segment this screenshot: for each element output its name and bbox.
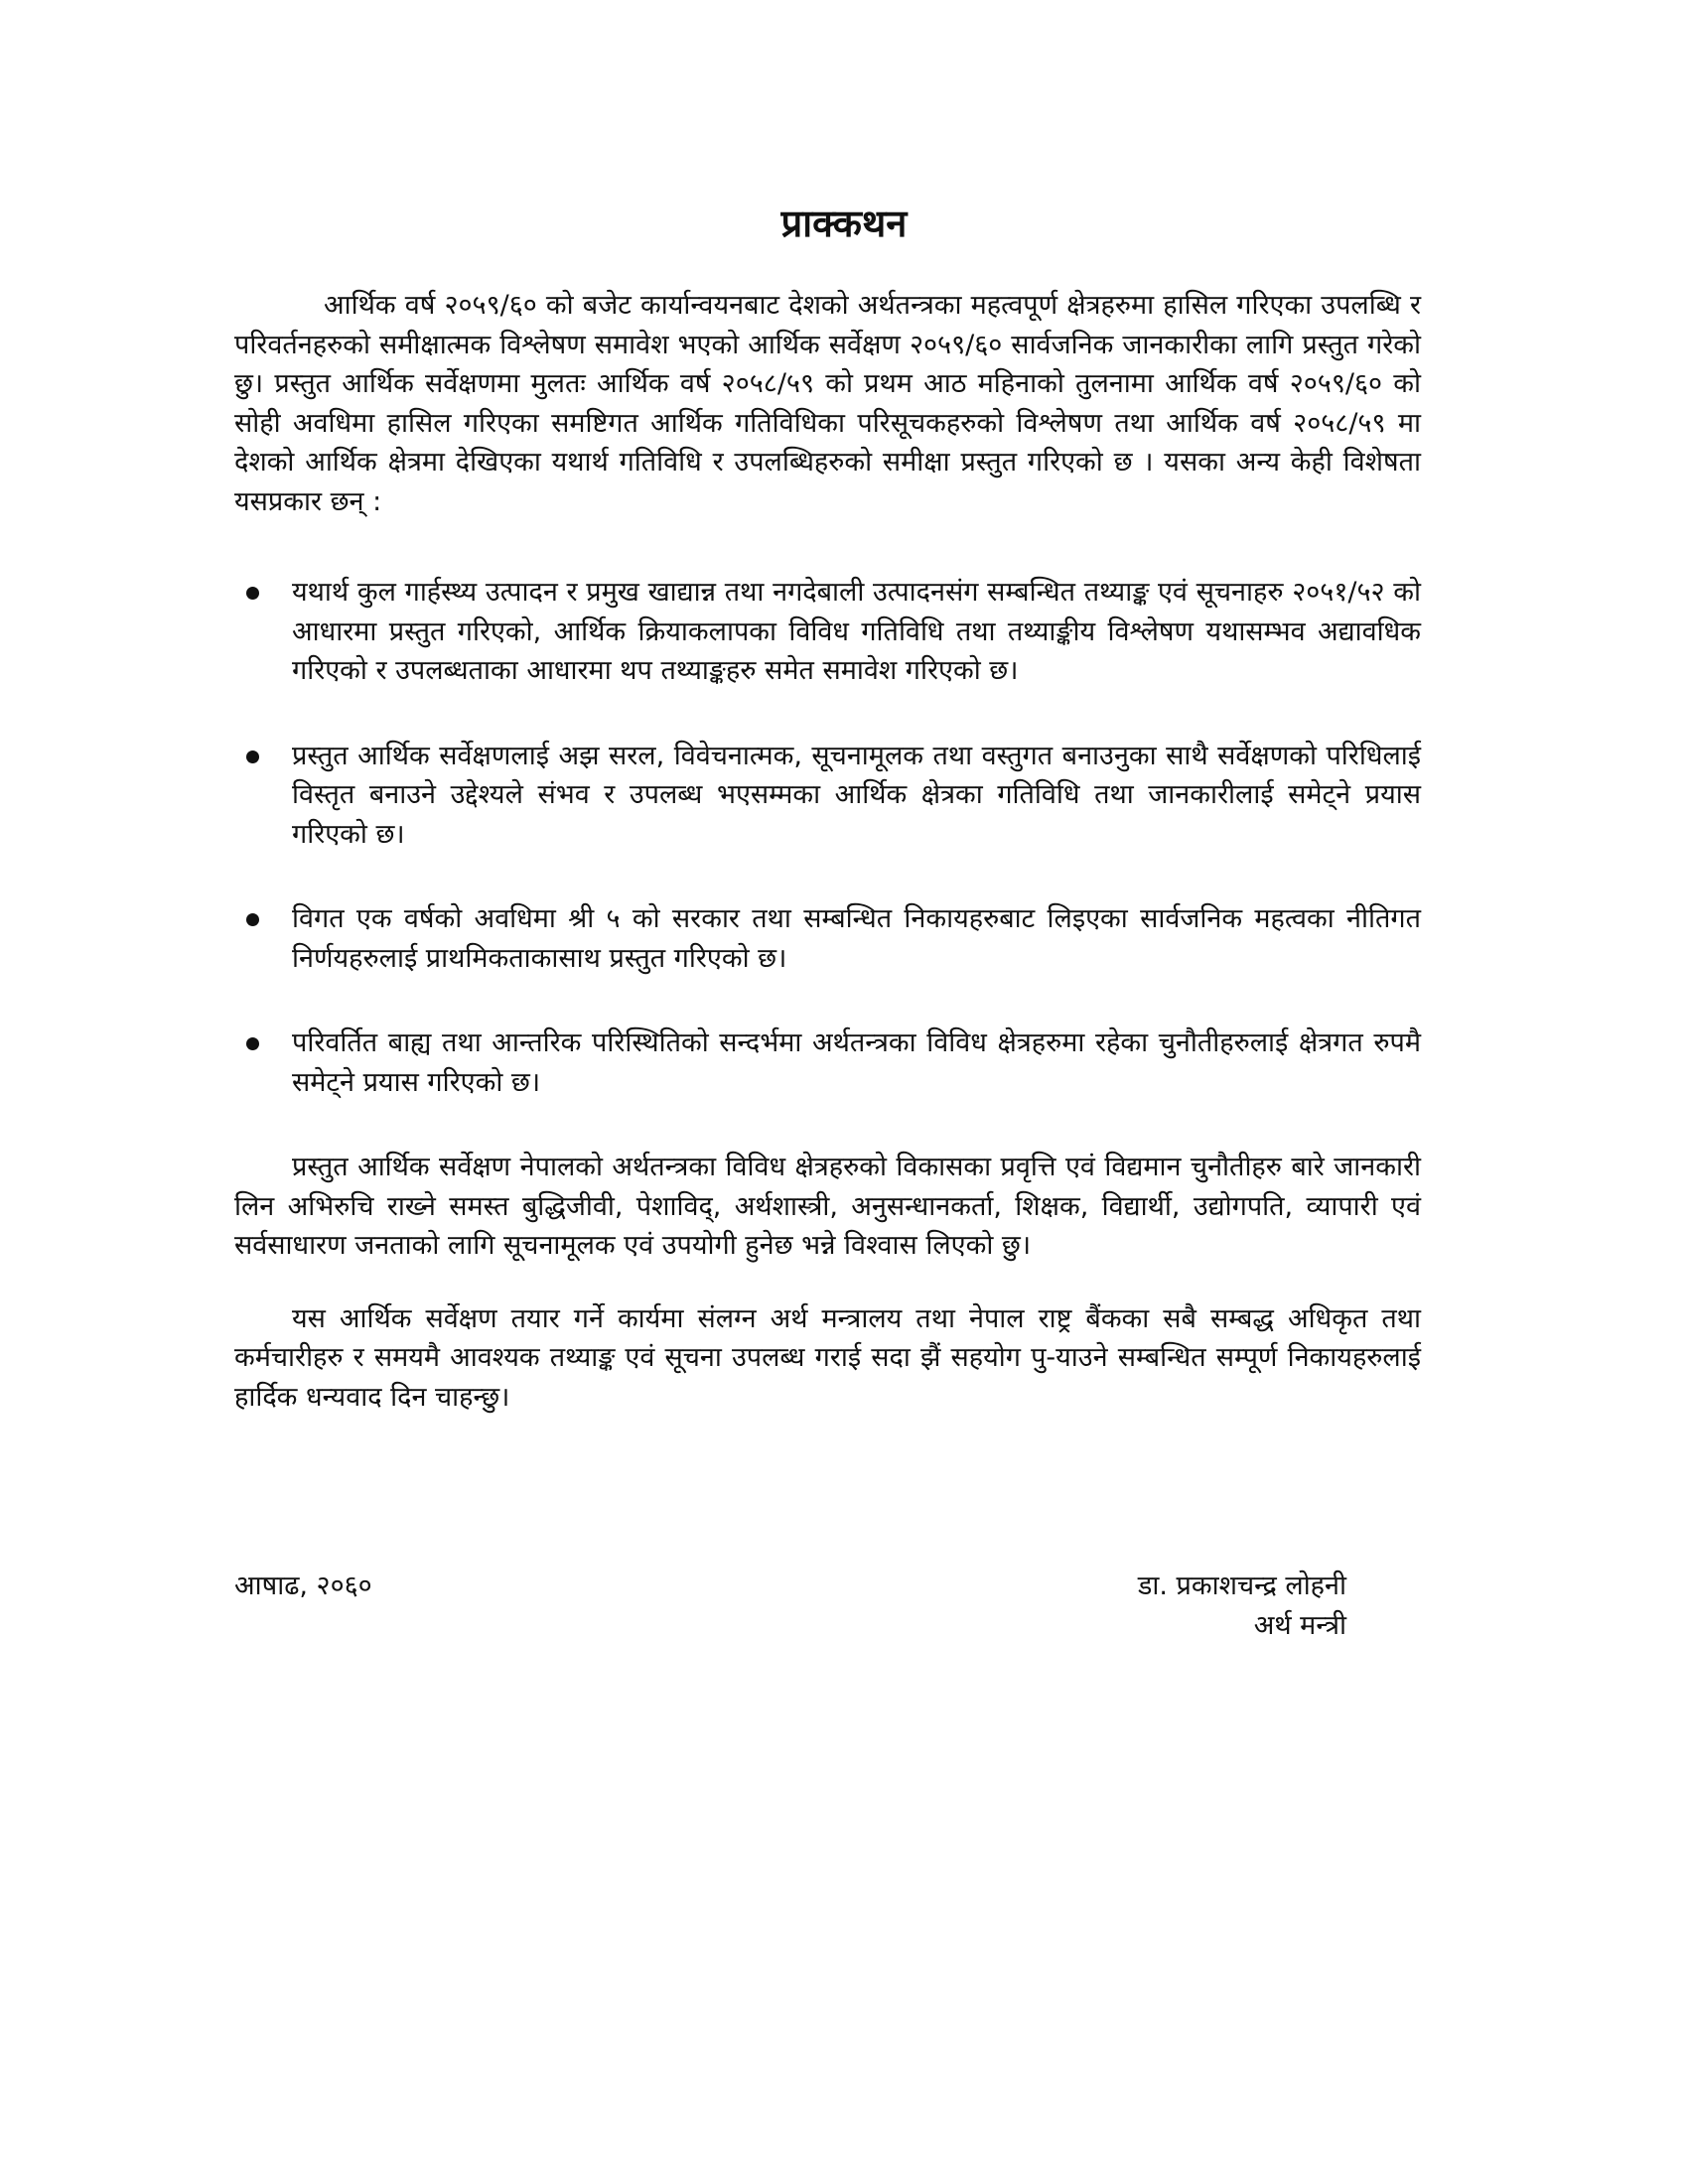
bullet-icon [246,913,259,926]
list-item [234,1024,1421,1102]
list-item [234,573,1421,691]
document-body [234,286,1421,1450]
audience-paragraph: प्रस्तुत आर्थिक सर्वेक्षण नेपालको अर्थतन्त्रका विविध क्षेत्रहरुको विकासका प्रवृत्ति एवं विद्यमान चुनौतीहरु बारे जानकारी लिन अभिरुचि राख्ने समस्त बुद्धिजीवी, पेशाविद्, अर्थशास्त्री, अनुसन्धानकर्ता, शिक्षक, विद्यार्थी, उद्योगपति, व्यापारी एवं सर्वसाधारण जनताको लागि सूचनामूलक एवं उपयोगी हुनेछ भन्ने विश्वास लिएको छु। [234,1152,1421,1261]
list-item-text: परिवर्तित बाह्य तथा आन्तरिक परिस्थितिको सन्दर्भमा अर्थतन्त्रका विविध क्षेत्रहरुमा रहेका चुनौतीहरुलाई क्षेत्रगत रुपमै समेट्ने प्रयास गरिएको छ। [292,1027,1421,1098]
list-item-text: यथार्थ कुल गार्हस्थ्य उत्पादन र प्रमुख खाद्यान्न तथा नगदेबाली उत्पादनसंग सम्बन्धित तथ्याङ्क एवं सूचनाहरु २०५१/५२ को आधारमा प्रस्तुत गरिएको, आर्थिक क्रियाकलापका विविध गतिविधि तथा तथ्याङ्कीय विश्लेषण यथासम्भव अद्यावधिक गरिएको र उपलब्धताका आधारमा थप तथ्याङ्कहरु समेत समावेश गरिएको छ। [292,577,1421,686]
intro-paragraph: आर्थिक वर्ष २०५९/६० को बजेट कार्यान्वयनबाट देशको अर्थतन्त्रका महत्वपूर्ण क्षेत्रहरुमा हासिल गरिएका उपलब्धि र परिवर्तनहरुको समीक्षात्मक विश्लेषण समावेश भएको आर्थिक सर्वेक्षण २०५९/६० सार्वजनिक जानकारीका लागि प्रस्तुत गरेको छु। प्रस्तुत आर्थिक सर्वेक्षणमा मुलतः आर्थिक वर्ष २०५८/५९ को प्रथम आठ महिनाको तुलनामा आर्थिक वर्ष २०५९/६० को सोही अवधिमा हासिल गरिएका समष्टिगत आर्थिक गतिविधिका परिसूचकहरुको विश्लेषण तथा आर्थिक वर्ष २०५८/५९ मा देशको आर्थिक क्षेत्रमा देखिएका यथार्थ गतिविधि र उपलब्धिहरुको समीक्षा प्रस्तुत गरिएको छ । यसका अन्य केही विशेषता यसप्रकार छन् : [234,290,1421,517]
page-title: प्राक्कथन [780,202,908,245]
signatory-name: डा. प्रकाशचन्द्र लोहनी [1137,1570,1346,1601]
list-item-text: विगत एक वर्षको अवधिमा श्री ५ को सरकार तथा सम्बन्धित निकायहरुबाट लिइएका सार्वजनिक महत्वका नीतिगत निर्णयहरुलाई प्राथमिकताकासाथ प्रस्तुत गरिएको छ। [292,903,1421,974]
bullet-icon [246,1037,259,1050]
signature-block [234,1567,1346,1656]
list-item-text: प्रस्तुत आर्थिक सर्वेक्षणलाई अझ सरल, विवेचनात्मक, सूचनामूलक तथा वस्तुगत बनाउनुका साथै सर्वेक्षणको परिधिलाई विस्तृत बनाउने उद्देश्यले संभव र उपलब्ध भएसम्मका आर्थिक क्षेत्रका गतिविधि तथा जानकारीलाई समेट्ने प्रयास गरिएको छ। [292,740,1421,850]
signatory-designation: अर्थ मन्त्री [1253,1610,1346,1641]
thanks-paragraph: यस आर्थिक सर्वेक्षण तयार गर्ने कार्यमा संलग्न अर्थ मन्त्रालय तथा नेपाल राष्ट्र बैंकका सबै सम्बद्ध अधिकृत तथा कर्मचारीहरु र समयमै आवश्यक तथ्याङ्क एवं सूचना उपलब्ध गराई सदा झैं सहयोग पु-याउने सम्बन्धित सम्पूर्ण निकायहरुलाई हार्दिक धन्यवाद दिन चाहन्छु। [234,1302,1421,1413]
bullet-icon [246,751,259,763]
list-item [234,737,1421,855]
bullet-icon [246,587,259,600]
signature-date: आषाढ, २०६० [234,1570,372,1601]
signatory [1138,1567,1346,1646]
features-list [234,573,1421,1102]
list-item [234,899,1421,978]
